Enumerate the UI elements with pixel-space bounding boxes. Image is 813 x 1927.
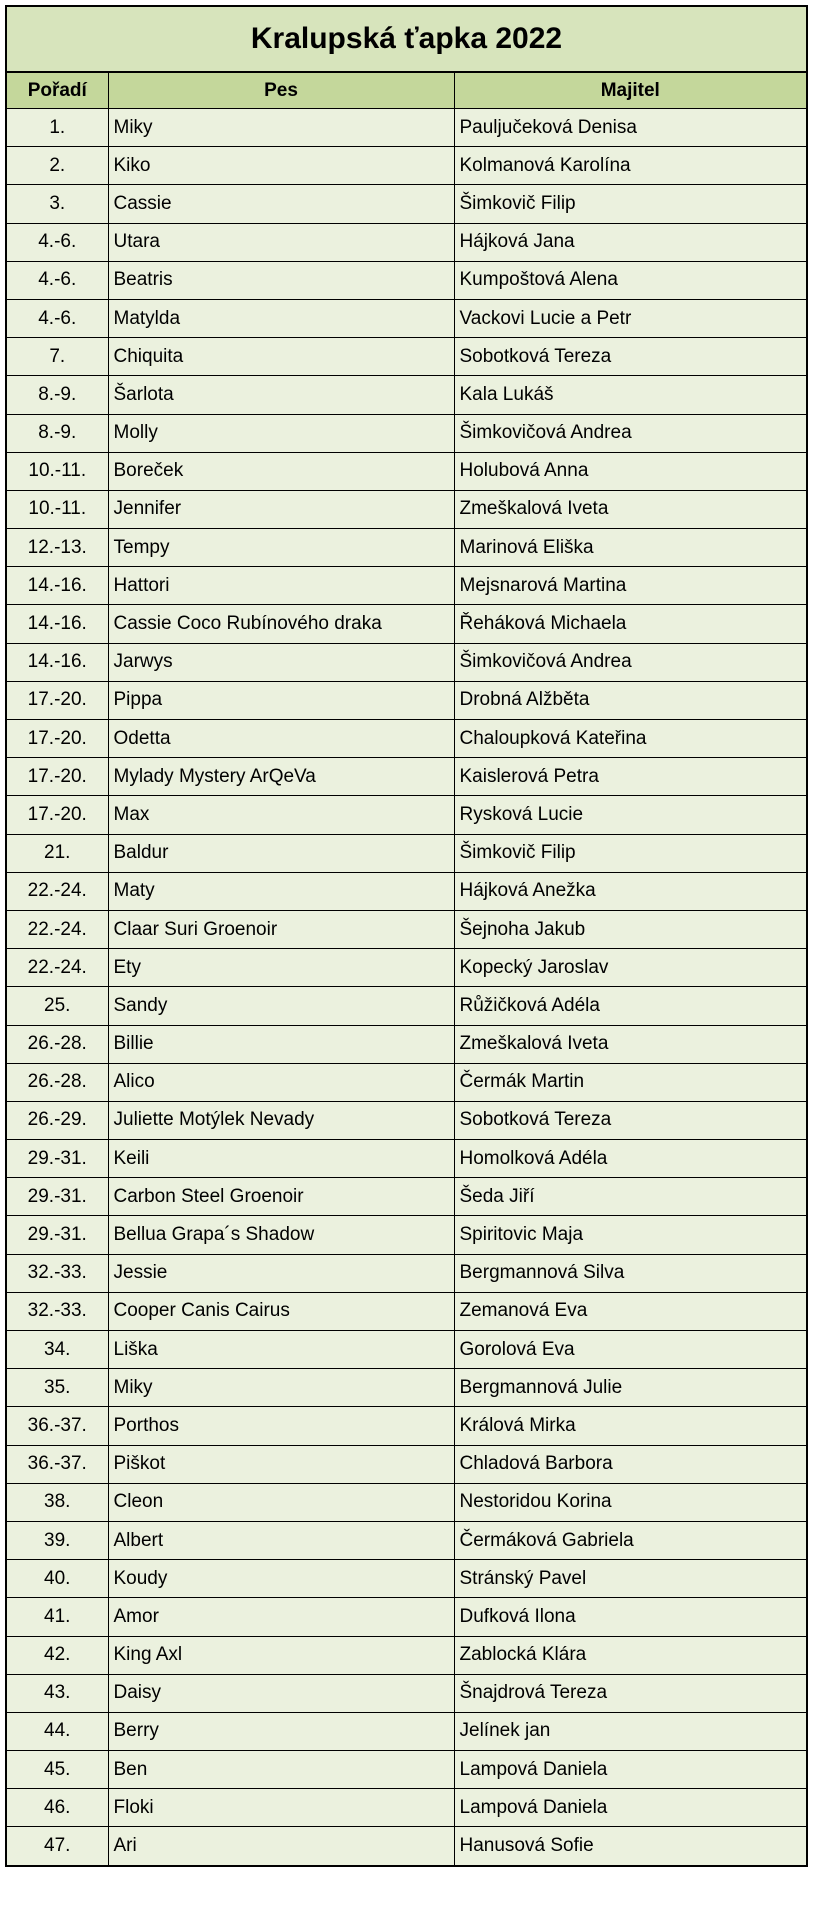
dog-name-cell: Cassie bbox=[108, 185, 454, 223]
dog-name-cell: Bellua Grapa´s Shadow bbox=[108, 1216, 454, 1254]
table-row bbox=[7, 987, 806, 1025]
table-row bbox=[7, 796, 806, 834]
dog-name-cell: Amor bbox=[108, 1598, 454, 1636]
rank-cell: 10.-11. bbox=[7, 452, 108, 490]
dog-name-cell: Floki bbox=[108, 1789, 454, 1827]
dog-name-cell: Max bbox=[108, 796, 454, 834]
owner-name-cell: Holubová Anna bbox=[454, 452, 806, 490]
rank-cell: 32.-33. bbox=[7, 1254, 108, 1292]
rank-cell: 8.-9. bbox=[7, 414, 108, 452]
table-row bbox=[7, 1636, 806, 1674]
header-rank: Pořadí bbox=[7, 73, 108, 109]
rank-cell: 12.-13. bbox=[7, 529, 108, 567]
owner-name-cell: Lampová Daniela bbox=[454, 1751, 806, 1789]
table-row bbox=[7, 1521, 806, 1559]
rank-cell: 29.-31. bbox=[7, 1216, 108, 1254]
table-row bbox=[7, 1063, 806, 1101]
table-row bbox=[7, 1025, 806, 1063]
dog-name-cell: Molly bbox=[108, 414, 454, 452]
rank-cell: 26.-28. bbox=[7, 1063, 108, 1101]
table-row bbox=[7, 1140, 806, 1178]
dog-name-cell: Chiquita bbox=[108, 338, 454, 376]
table-row bbox=[7, 834, 806, 872]
owner-name-cell: Šnajdrová Tereza bbox=[454, 1674, 806, 1712]
rank-cell: 36.-37. bbox=[7, 1407, 108, 1445]
owner-name-cell: Homolková Adéla bbox=[454, 1140, 806, 1178]
dog-name-cell: Carbon Steel Groenoir bbox=[108, 1178, 454, 1216]
owner-name-cell: Vackovi Lucie a Petr bbox=[454, 299, 806, 337]
rank-cell: 3. bbox=[7, 185, 108, 223]
owner-name-cell: Šimkovičová Andrea bbox=[454, 643, 806, 681]
rank-cell: 29.-31. bbox=[7, 1178, 108, 1216]
table-row bbox=[7, 299, 806, 337]
dog-name-cell: Liška bbox=[108, 1331, 454, 1369]
owner-name-cell: Mejsnarová Martina bbox=[454, 567, 806, 605]
dog-name-cell: Juliette Motýlek Nevady bbox=[108, 1101, 454, 1139]
dog-name-cell: Alico bbox=[108, 1063, 454, 1101]
owner-name-cell: Kumpoštová Alena bbox=[454, 261, 806, 299]
rank-cell: 41. bbox=[7, 1598, 108, 1636]
table-row bbox=[7, 452, 806, 490]
owner-name-cell: Kaislerová Petra bbox=[454, 758, 806, 796]
table-row bbox=[7, 1560, 806, 1598]
dog-name-cell: Miky bbox=[108, 1369, 454, 1407]
dog-name-cell: Ety bbox=[108, 949, 454, 987]
dog-name-cell: Jennifer bbox=[108, 490, 454, 528]
dog-name-cell: Pippa bbox=[108, 681, 454, 719]
page-title: Kralupská ťapka 2022 bbox=[7, 7, 806, 73]
owner-name-cell: Nestoridou Korina bbox=[454, 1483, 806, 1521]
owner-name-cell: Kala Lukáš bbox=[454, 376, 806, 414]
table-row bbox=[7, 1751, 806, 1789]
table-row bbox=[7, 1674, 806, 1712]
rank-cell: 4.-6. bbox=[7, 261, 108, 299]
dog-name-cell: Daisy bbox=[108, 1674, 454, 1712]
rank-cell: 40. bbox=[7, 1560, 108, 1598]
owner-name-cell: Rysková Lucie bbox=[454, 796, 806, 834]
rank-cell: 22.-24. bbox=[7, 872, 108, 910]
owner-name-cell: Čermák Martin bbox=[454, 1063, 806, 1101]
dog-name-cell: Beatris bbox=[108, 261, 454, 299]
table-row bbox=[7, 529, 806, 567]
table-row bbox=[7, 1598, 806, 1636]
rank-cell: 17.-20. bbox=[7, 681, 108, 719]
table-row bbox=[7, 185, 806, 223]
table-row bbox=[7, 1331, 806, 1369]
rank-cell: 44. bbox=[7, 1712, 108, 1750]
rank-cell: 7. bbox=[7, 338, 108, 376]
table-row bbox=[7, 109, 806, 147]
table-row bbox=[7, 1178, 806, 1216]
table-row bbox=[7, 1369, 806, 1407]
dog-name-cell: Hattori bbox=[108, 567, 454, 605]
owner-name-cell: Zemanová Eva bbox=[454, 1292, 806, 1330]
owner-name-cell: Zmeškalová Iveta bbox=[454, 490, 806, 528]
owner-name-cell: Zmeškalová Iveta bbox=[454, 1025, 806, 1063]
dog-name-cell: Baldur bbox=[108, 834, 454, 872]
dog-name-cell: Billie bbox=[108, 1025, 454, 1063]
table-row bbox=[7, 758, 806, 796]
rank-cell: 22.-24. bbox=[7, 949, 108, 987]
dog-name-cell: Ari bbox=[108, 1827, 454, 1865]
table-row bbox=[7, 643, 806, 681]
owner-name-cell: Chaloupková Kateřina bbox=[454, 720, 806, 758]
dog-name-cell: Boreček bbox=[108, 452, 454, 490]
dog-name-cell: Jessie bbox=[108, 1254, 454, 1292]
table-row bbox=[7, 1445, 806, 1483]
owner-name-cell: Jelínek jan bbox=[454, 1712, 806, 1750]
rank-cell: 32.-33. bbox=[7, 1292, 108, 1330]
rank-cell: 14.-16. bbox=[7, 567, 108, 605]
owner-name-cell: Lampová Daniela bbox=[454, 1789, 806, 1827]
owner-name-cell: Stránský Pavel bbox=[454, 1560, 806, 1598]
rank-cell: 21. bbox=[7, 834, 108, 872]
header-owner: Majitel bbox=[454, 73, 806, 109]
table-row bbox=[7, 720, 806, 758]
table-row bbox=[7, 1101, 806, 1139]
dog-name-cell: Odetta bbox=[108, 720, 454, 758]
table-row bbox=[7, 872, 806, 910]
owner-name-cell: Pauljučeková Denisa bbox=[454, 109, 806, 147]
owner-name-cell: Šejnoha Jakub bbox=[454, 910, 806, 948]
results-table bbox=[7, 73, 806, 1865]
table-row bbox=[7, 414, 806, 452]
owner-name-cell: Králová Mirka bbox=[454, 1407, 806, 1445]
table-row bbox=[7, 147, 806, 185]
rank-cell: 45. bbox=[7, 1751, 108, 1789]
table-row bbox=[7, 261, 806, 299]
owner-name-cell: Řeháková Michaela bbox=[454, 605, 806, 643]
rank-cell: 2. bbox=[7, 147, 108, 185]
owner-name-cell: Šimkovičová Andrea bbox=[454, 414, 806, 452]
owner-name-cell: Dufková Ilona bbox=[454, 1598, 806, 1636]
dog-name-cell: Maty bbox=[108, 872, 454, 910]
owner-name-cell: Bergmannová Julie bbox=[454, 1369, 806, 1407]
owner-name-cell: Růžičková Adéla bbox=[454, 987, 806, 1025]
dog-name-cell: King Axl bbox=[108, 1636, 454, 1674]
dog-name-cell: Piškot bbox=[108, 1445, 454, 1483]
owner-name-cell: Šeda Jiří bbox=[454, 1178, 806, 1216]
table-row bbox=[7, 1254, 806, 1292]
dog-name-cell: Porthos bbox=[108, 1407, 454, 1445]
rank-cell: 42. bbox=[7, 1636, 108, 1674]
dog-name-cell: Claar Suri Groenoir bbox=[108, 910, 454, 948]
rank-cell: 17.-20. bbox=[7, 758, 108, 796]
rank-cell: 22.-24. bbox=[7, 910, 108, 948]
dog-name-cell: Berry bbox=[108, 1712, 454, 1750]
dog-name-cell: Tempy bbox=[108, 529, 454, 567]
rank-cell: 26.-29. bbox=[7, 1101, 108, 1139]
rank-cell: 36.-37. bbox=[7, 1445, 108, 1483]
table-row bbox=[7, 490, 806, 528]
dog-name-cell: Keili bbox=[108, 1140, 454, 1178]
dog-name-cell: Jarwys bbox=[108, 643, 454, 681]
rank-cell: 38. bbox=[7, 1483, 108, 1521]
rank-cell: 17.-20. bbox=[7, 796, 108, 834]
dog-name-cell: Cooper Canis Cairus bbox=[108, 1292, 454, 1330]
table-row bbox=[7, 1292, 806, 1330]
rank-cell: 14.-16. bbox=[7, 643, 108, 681]
dog-name-cell: Sandy bbox=[108, 987, 454, 1025]
owner-name-cell: Hanusová Sofie bbox=[454, 1827, 806, 1865]
owner-name-cell: Šimkovič Filip bbox=[454, 185, 806, 223]
rank-cell: 4.-6. bbox=[7, 299, 108, 337]
dog-name-cell: Mylady Mystery ArQeVa bbox=[108, 758, 454, 796]
table-row bbox=[7, 1483, 806, 1521]
owner-name-cell: Spiritovic Maja bbox=[454, 1216, 806, 1254]
table-row bbox=[7, 1216, 806, 1254]
rank-cell: 8.-9. bbox=[7, 376, 108, 414]
rank-cell: 47. bbox=[7, 1827, 108, 1865]
owner-name-cell: Marinová Eliška bbox=[454, 529, 806, 567]
owner-name-cell: Sobotková Tereza bbox=[454, 1101, 806, 1139]
owner-name-cell: Čermáková Gabriela bbox=[454, 1521, 806, 1559]
table-row bbox=[7, 910, 806, 948]
owner-name-cell: Gorolová Eva bbox=[454, 1331, 806, 1369]
dog-name-cell: Matylda bbox=[108, 299, 454, 337]
dog-name-cell: Ben bbox=[108, 1751, 454, 1789]
rank-cell: 4.-6. bbox=[7, 223, 108, 261]
results-sheet bbox=[5, 5, 808, 1867]
table-row bbox=[7, 1407, 806, 1445]
header-dog: Pes bbox=[108, 73, 454, 109]
rank-cell: 17.-20. bbox=[7, 720, 108, 758]
rank-cell: 43. bbox=[7, 1674, 108, 1712]
rank-cell: 25. bbox=[7, 987, 108, 1025]
table-row bbox=[7, 949, 806, 987]
rank-cell: 35. bbox=[7, 1369, 108, 1407]
header-row bbox=[7, 73, 806, 109]
table-row bbox=[7, 567, 806, 605]
rank-cell: 14.-16. bbox=[7, 605, 108, 643]
owner-name-cell: Drobná Alžběta bbox=[454, 681, 806, 719]
dog-name-cell: Koudy bbox=[108, 1560, 454, 1598]
owner-name-cell: Bergmannová Silva bbox=[454, 1254, 806, 1292]
dog-name-cell: Cleon bbox=[108, 1483, 454, 1521]
dog-name-cell: Šarlota bbox=[108, 376, 454, 414]
owner-name-cell: Kolmanová Karolína bbox=[454, 147, 806, 185]
owner-name-cell: Hájková Jana bbox=[454, 223, 806, 261]
dog-name-cell: Utara bbox=[108, 223, 454, 261]
owner-name-cell: Sobotková Tereza bbox=[454, 338, 806, 376]
dog-name-cell: Cassie Coco Rubínového draka bbox=[108, 605, 454, 643]
dog-name-cell: Albert bbox=[108, 1521, 454, 1559]
table-row bbox=[7, 1712, 806, 1750]
rank-cell: 34. bbox=[7, 1331, 108, 1369]
owner-name-cell: Kopecký Jaroslav bbox=[454, 949, 806, 987]
owner-name-cell: Hájková Anežka bbox=[454, 872, 806, 910]
rank-cell: 29.-31. bbox=[7, 1140, 108, 1178]
table-row bbox=[7, 681, 806, 719]
table-row bbox=[7, 605, 806, 643]
rank-cell: 46. bbox=[7, 1789, 108, 1827]
rank-cell: 26.-28. bbox=[7, 1025, 108, 1063]
table-row bbox=[7, 223, 806, 261]
dog-name-cell: Miky bbox=[108, 109, 454, 147]
owner-name-cell: Šimkovič Filip bbox=[454, 834, 806, 872]
table-row bbox=[7, 376, 806, 414]
table-row bbox=[7, 1827, 806, 1865]
rank-cell: 39. bbox=[7, 1521, 108, 1559]
owner-name-cell: Zablocká Klára bbox=[454, 1636, 806, 1674]
table-row bbox=[7, 338, 806, 376]
dog-name-cell: Kiko bbox=[108, 147, 454, 185]
owner-name-cell: Chladová Barbora bbox=[454, 1445, 806, 1483]
table-row bbox=[7, 1789, 806, 1827]
rank-cell: 1. bbox=[7, 109, 108, 147]
rank-cell: 10.-11. bbox=[7, 490, 108, 528]
